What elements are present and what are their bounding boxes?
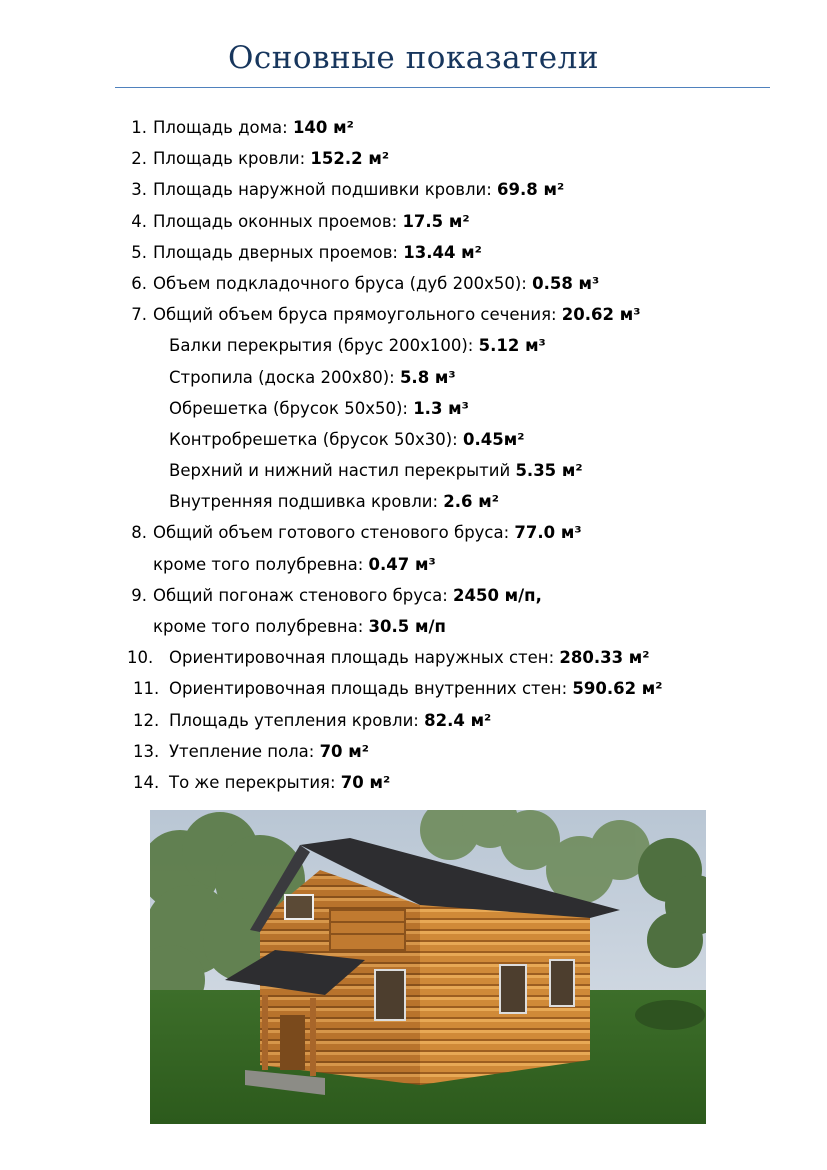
item-label: Общий погонаж стенового бруса: xyxy=(153,585,453,605)
list-item xyxy=(0,299,827,330)
item-value: 82.4 м² xyxy=(424,710,492,730)
item-value: 20.62 м³ xyxy=(561,305,641,325)
item-number: 12. xyxy=(133,710,160,730)
item-value: 2450 м/п, xyxy=(453,585,542,605)
item-label: кроме того полубревна: xyxy=(153,617,369,636)
indicators-list xyxy=(0,112,827,798)
item-value: 17.5 м² xyxy=(402,211,470,231)
list-item xyxy=(0,268,827,299)
page-title: Основные показатели xyxy=(227,40,599,76)
item-value: 69.8 м² xyxy=(497,180,565,200)
item-number: 1. xyxy=(131,118,147,137)
item-value: 590.62 м² xyxy=(572,679,663,699)
item-value: 5.8 м³ xyxy=(399,367,456,387)
item-number: 11. xyxy=(133,679,160,699)
item-label: Общий объем бруса прямоугольного сечения: xyxy=(153,305,562,325)
item-label: Объем подкладочного бруса (дуб 200x50): xyxy=(153,273,533,293)
list-item xyxy=(0,174,827,205)
list-item xyxy=(0,642,827,673)
item-number: 4. xyxy=(131,211,147,231)
list-subitem xyxy=(0,393,827,424)
item-value: 70 м² xyxy=(319,741,369,761)
list-item xyxy=(0,673,827,704)
item-label: Обрешетка (брусок 50x50): xyxy=(169,398,414,418)
item-label: Ориентировочная площадь наружных стен: xyxy=(169,648,560,668)
item-label: Общий объем готового стенового бруса: xyxy=(153,523,515,543)
item-value: 0.47 м³ xyxy=(368,554,436,574)
item-label: Верхний и нижний настил перекрытий xyxy=(169,461,516,481)
list-item xyxy=(0,237,827,268)
list-item xyxy=(0,767,827,798)
item-value: 140 м² xyxy=(292,118,354,137)
item-label: Контробрешетка (брусок 50x30): xyxy=(169,429,463,449)
list-item xyxy=(0,143,827,174)
item-value: 0.45м² xyxy=(463,429,525,449)
item-label: Площадь дома: xyxy=(153,118,293,137)
list-subitem xyxy=(0,330,827,361)
item-value: 5.12 м³ xyxy=(478,336,546,356)
list-item xyxy=(0,112,827,143)
item-label: Внутренняя подшивка кровли: xyxy=(169,492,444,512)
item-value: 77.0 м³ xyxy=(514,523,582,543)
list-item xyxy=(0,705,827,736)
title-divider xyxy=(115,87,770,88)
item-value: 5.35 м² xyxy=(515,461,583,481)
item-label: То же перекрытия: xyxy=(169,772,341,792)
list-item xyxy=(0,206,827,237)
item-number: 8. xyxy=(131,523,147,543)
list-item xyxy=(0,736,827,767)
item-value: 1.3 м³ xyxy=(413,398,469,418)
item-number: 13. xyxy=(133,741,160,761)
item-number: 6. xyxy=(131,273,147,293)
item-number: 9. xyxy=(131,585,147,605)
list-item xyxy=(0,580,827,611)
item-value: 13.44 м² xyxy=(403,242,482,262)
item-number: 5. xyxy=(131,242,147,262)
item-label: Ориентировочная площадь внутренних стен: xyxy=(169,679,573,699)
house-render-image xyxy=(150,810,706,1124)
item-value: 30.5 м/п xyxy=(368,617,446,636)
list-continuation xyxy=(0,549,827,580)
item-number: 3. xyxy=(131,180,147,200)
item-number: 10. xyxy=(127,648,154,668)
list-subitem xyxy=(0,424,827,455)
list-continuation xyxy=(0,611,827,642)
list-subitem xyxy=(0,362,827,393)
item-value: 0.58 м³ xyxy=(532,273,600,293)
list-subitem xyxy=(0,455,827,486)
item-label: Стропила (доска 200x80): xyxy=(169,367,400,387)
item-label: кроме того полубревна: xyxy=(153,554,369,574)
item-label: Площадь дверных проемов: xyxy=(153,242,404,262)
item-value: 280.33 м² xyxy=(559,648,650,668)
item-label: Площадь наружной подшивки кровли: xyxy=(153,180,498,200)
item-label: Площадь оконных проемов: xyxy=(153,211,403,231)
item-value: 2.6 м² xyxy=(443,492,499,512)
list-subitem xyxy=(0,486,827,517)
item-label: Площадь кровли: xyxy=(153,149,311,169)
item-label: Утепление пола: xyxy=(169,741,320,761)
item-label: Площадь утепления кровли: xyxy=(169,710,425,730)
item-number: 7. xyxy=(131,305,147,325)
item-value: 152.2 м² xyxy=(310,149,390,169)
list-item xyxy=(0,517,827,548)
item-value: 70 м² xyxy=(340,772,391,792)
item-number: 2. xyxy=(131,149,147,169)
item-label: Балки перекрытия (брус 200x100): xyxy=(169,336,479,356)
item-number: 14. xyxy=(133,772,160,792)
